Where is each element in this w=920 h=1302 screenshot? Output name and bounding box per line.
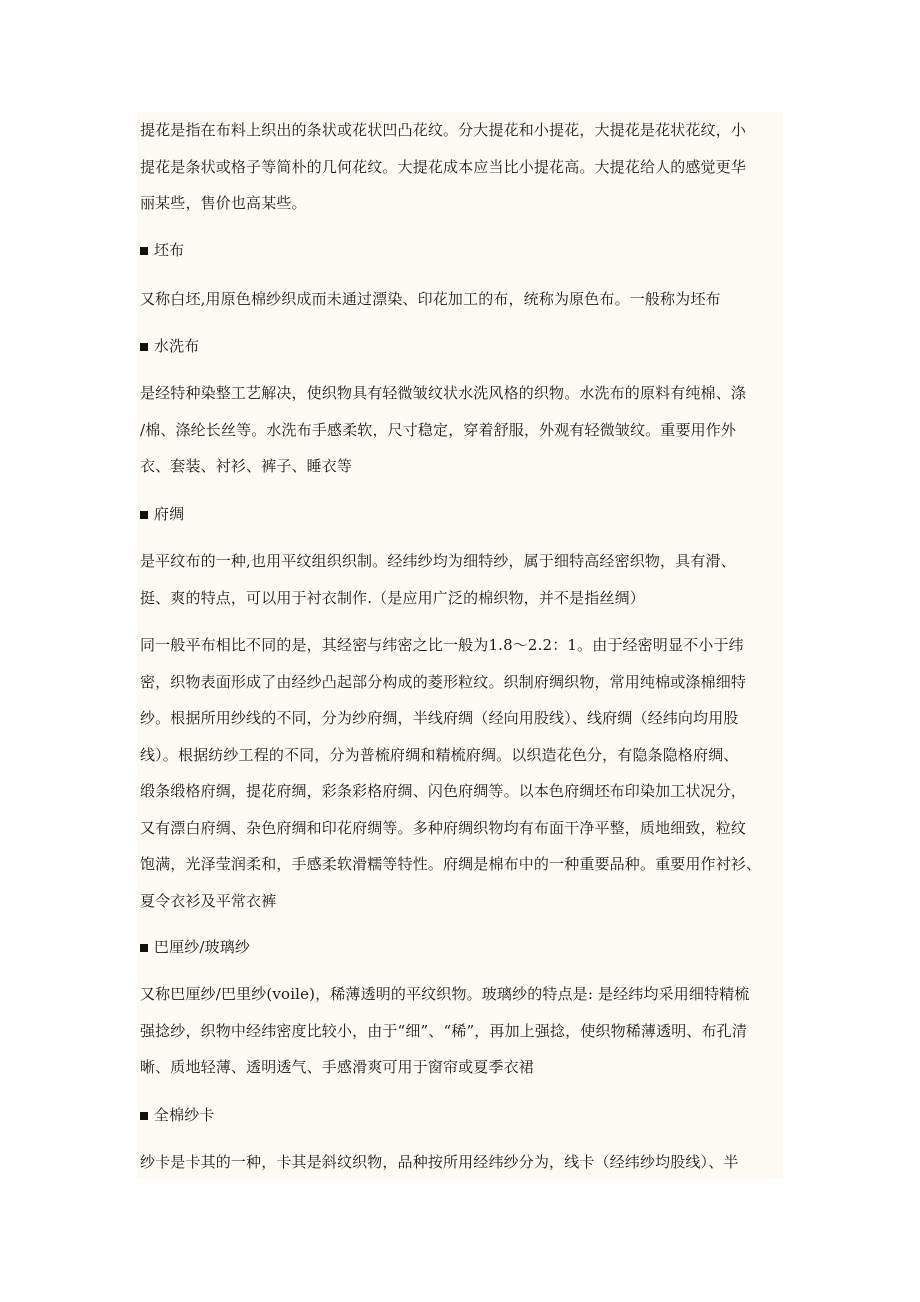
heading-text: 全棉纱卡 (153, 1106, 215, 1124)
text-line: 强捻纱，织物中经纬密度比较小，由于“细”、“稀”，再加上强捻，使织物稀薄透明、布孔清 (140, 1021, 747, 1040)
text-line: 提花是条状或格子等简朴的几何花纹。大提花成本应当比小提花高。大提花给人的感觉更华 (140, 157, 747, 176)
paragraph-washed-cloth (140, 375, 785, 485)
text-line: 提花是指在布料上织出的条状或花状凹凸花纹。分大提花和小提花，大提花是花状花纹，小 (140, 121, 747, 139)
heading-grey-cloth (140, 232, 785, 269)
text-line: 纱卡是卡其的一种，卡其是斜纹织物，品种按所用经纬纱分为，线卡（经纬纱均股线）、半 (140, 1153, 739, 1171)
paragraph-voile (140, 976, 785, 1086)
text-line: 夏令衣衫及平常衣裤 (140, 891, 277, 910)
heading-text: 巴厘纱/玻璃纱 (153, 938, 251, 956)
paragraph-jacquard (140, 112, 785, 222)
heading-poplin (140, 496, 785, 533)
text-line: 纱。根据所用纱线的不同，分为纱府绸，半线府绸（经向用股线）、线府绸（经纬向均用股 (140, 709, 739, 727)
heading-text: 府绸 (153, 505, 185, 523)
text-line: 密，织物表面形成了由经纱凸起部分构成的菱形粒纹。织制府绸织物，常用纯棉或涤棉细特 (140, 672, 747, 691)
heading-washed-cloth (140, 328, 785, 365)
text-line: 线）。根据纺纱工程的不同，分为普梳府绸和精梳府绸。以织造花色分，有隐条隐格府绸、 (140, 745, 739, 764)
text-line: 晰、质地轻薄、透明透气、手感滑爽可用于窗帘或夏季衣裙 (140, 1058, 534, 1076)
paragraph-poplin-intro (140, 543, 785, 616)
text-line: 又有漂白府绸、杂色府绸和印花府绸等。多种府绸织物均有布面干净平整，质地细致，粒纹 (140, 818, 747, 837)
paragraph-grey-cloth (140, 281, 785, 318)
text-line: 缎条缎格府绸，提花府绸，彩条彩格府绸、闪色府绸等。以本色府绸坯布印染加工状况分， (140, 782, 747, 800)
heading-text: 水洗布 (153, 337, 200, 355)
text-line: 是经特种染整工艺解决，使织物具有轻微皱纹状水洗风格的织物。水洗布的原料有纯棉、涤 (140, 384, 747, 402)
text-line: 挺、爽的特点，可以用于衬衣制作.（是应用广泛的棉织物，并不是指丝绸） (140, 588, 645, 607)
text-line: 又称白坯,用原色棉纱织成而未通过漂染、印花加工的布，统称为原色布。一般称为坯布 (140, 290, 721, 308)
paragraph-poplin-details (140, 627, 785, 919)
text-line: 饱满，光泽莹润柔和，手感柔软滑糯等特性。府绸是棉布中的一种重要品种。重要用作衬衫、 (140, 855, 762, 873)
text-line: 丽某些，售价也高某些。 (140, 194, 307, 212)
text-line: 同一般平布相比不同的是，其经密与纬密之比一般为1.8～2.2：1。由于经密明显不小于纬 (140, 636, 744, 654)
text-line: /棉、涤纶长丝等。水洗布手感柔软，尺寸稳定，穿着舒服，外观有轻微皱纹。重要用作外 (140, 420, 737, 439)
text-line: 又称巴厘纱/巴里纱(voile)，稀薄透明的平纹织物。玻璃纱的特点是: 是经纬均采用细特精梳 (140, 985, 750, 1003)
text-line: 是平纹布的一种,也用平纹组织织制。经纬纱均为细特纱，属于细特高经密织物，具有滑、 (140, 552, 736, 570)
heading-cotton-khaki (140, 1097, 785, 1134)
paragraph-cotton-khaki (140, 1144, 785, 1181)
text-line: 衣、套装、衬衫、裤子、睡衣等 (140, 457, 353, 475)
heading-text: 坯布 (153, 241, 185, 259)
document-page (137, 112, 783, 1178)
heading-voile (140, 929, 785, 966)
